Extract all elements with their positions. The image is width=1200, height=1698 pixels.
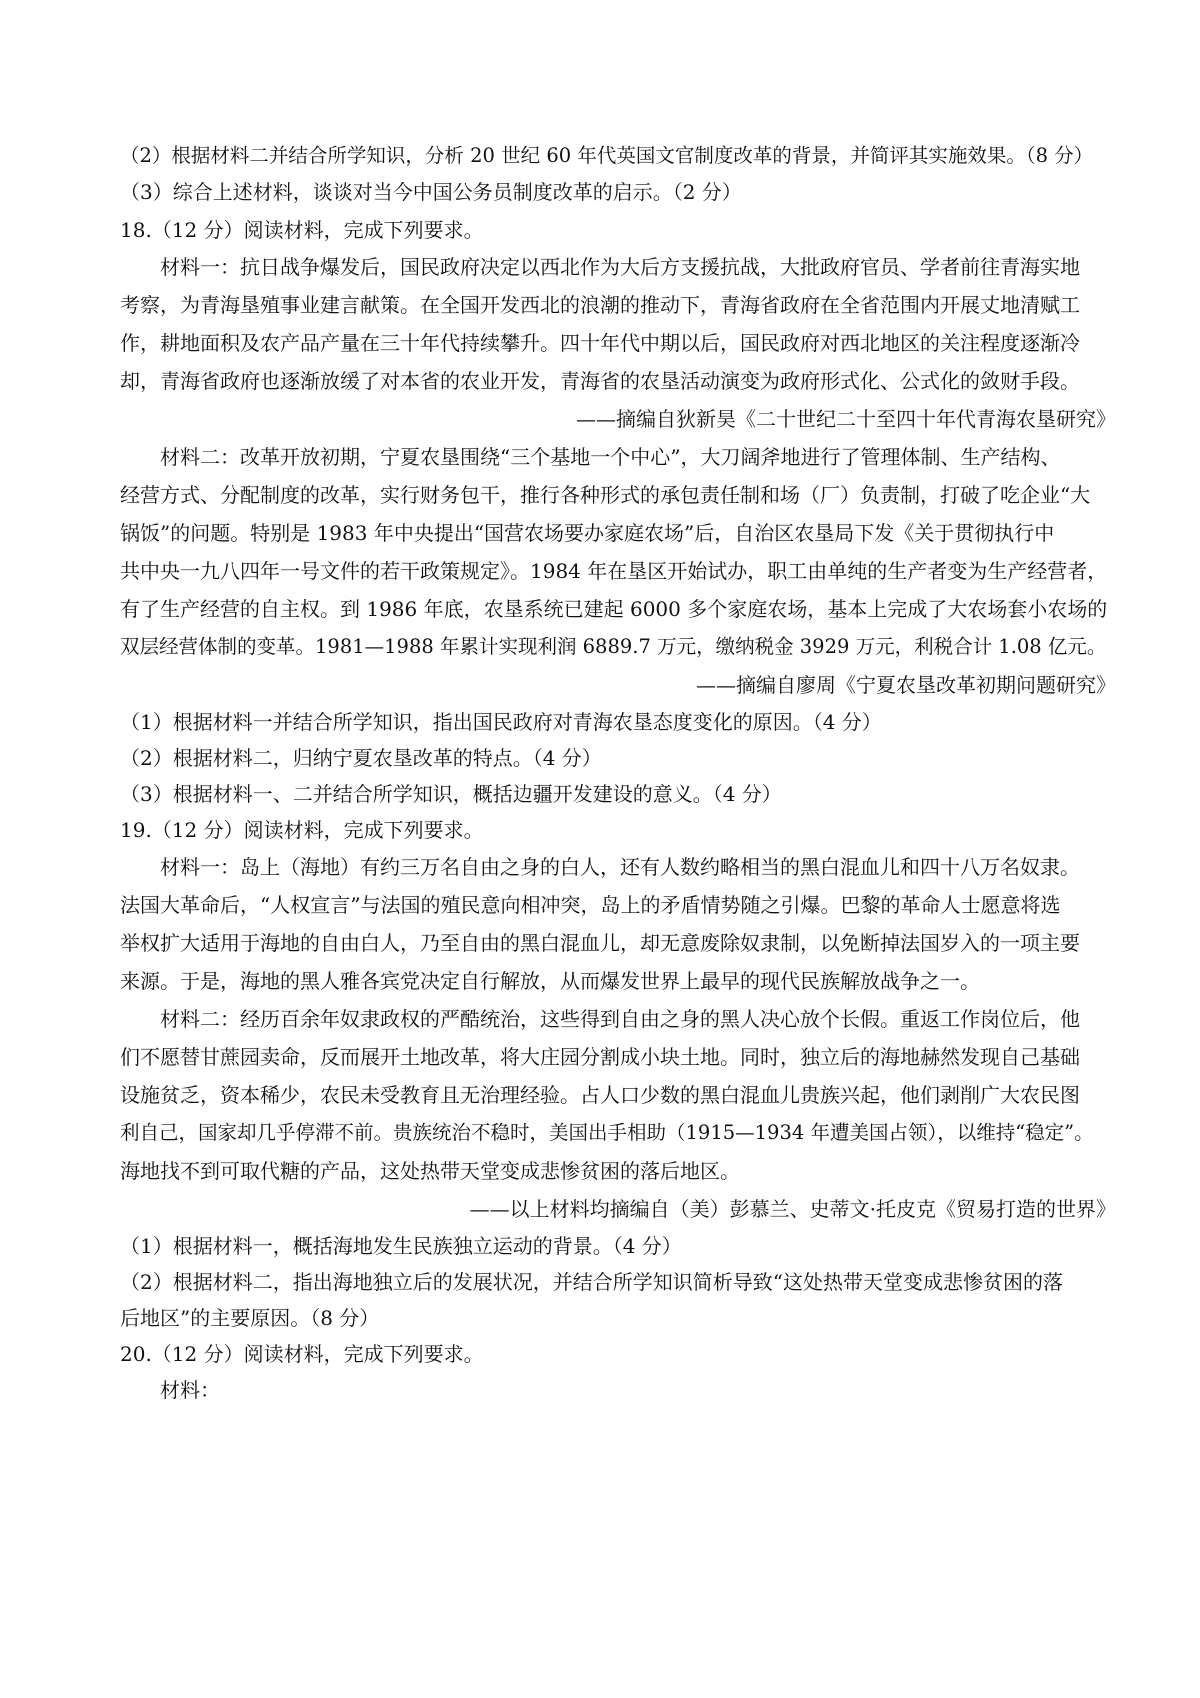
q18-m2-line: 共中央一九八四年一号文件的若干政策规定》。1984 年在垦区开始试办，职工由单纯的生产者变为生产经营者，: [120, 559, 1108, 583]
q18-m2-line: 经营方式、分配制度的改革，实行财务包干，推行各种形式的承包责任制和场（厂）负责制，打破了吃企业“大: [120, 483, 1091, 507]
q17-sub3: （3）综合上述材料，谈谈对当今中国公务员制度改革的启示。（2 分）: [120, 180, 742, 204]
q18-material-1: [120, 248, 1116, 438]
q19-m2-line: 利自己，国家却几乎停滞不前。贵族统治不稳时，美国出手相助（1915—1934 年遭美国占领），以维持“稳定”。: [120, 1121, 1094, 1144]
q18-m2-line: 材料二：改革开放初期，宁夏农垦围绕“三个基地一个中心”，大刀阔斧地进行了管理体制、生产结构、: [160, 445, 1061, 469]
q18-m2-source: ——摘编自廖周《宁夏农垦改革初期问题研究》: [696, 673, 1116, 697]
q18-material-2: [120, 438, 1116, 704]
q19-sub1: （1）根据材料一，概括海地发生民族独立运动的背景。（4 分）: [120, 1234, 682, 1258]
q18-m2-line: 双层经营体制的变革。1981—1988 年累计实现利润 6889.7 万元，缴纳税金 3929 万元，利税合计 1.08 亿元。: [120, 635, 1107, 658]
q20-material-label: 材料：: [160, 1378, 220, 1402]
q18-m1-line: 考察，为青海垦殖事业建言献策。在全国开发西北的浪潮的推动下，青海省政府在全省范围内开展丈地清赋工: [120, 293, 1080, 317]
q19-m1-line: 来源。于是，海地的黑人雅各宾党决定自行解放，从而爆发世界上最早的现代民族解放战争之一。: [120, 969, 980, 993]
q19-m1-line: 法国大革命后，“人权宣言”与法国的殖民意向相冲突，岛上的矛盾情势随之引爆。巴黎的革命人士愿意将选: [120, 893, 1061, 917]
q19-m1-line: 举权扩大适用于海地的自由白人，乃至自由的黑白混血儿，却无意废除奴隶制，以免断掉法国岁入的一项主要: [120, 931, 1080, 955]
q18-m1-line: 材料一：抗日战争爆发后，国民政府决定以西北作为大后方支援抗战，大批政府官员、学者前往青海实地: [160, 255, 1080, 279]
q18-m1-line: 却，青海省政府也逐渐放缓了对本省的农业开发，青海省的农垦活动演变为政府形式化、公式化的敛财手段。: [120, 369, 1080, 393]
q19-m2-line: 海地找不到可取代糖的产品，这处热带天堂变成悲惨贫困的落后地区。: [120, 1159, 740, 1183]
q19-m1-line: 材料一：岛上（海地）有约三万名自由之身的白人，还有人数约略相当的黑白混血儿和四十八万名奴隶。: [160, 855, 1080, 879]
q19-sub2-line1: （2）根据材料二，指出海地独立后的发展状况，并结合所学知识简析导致“这处热带天堂变成悲惨贫困的落: [120, 1270, 1063, 1294]
q18-heading: 18.（12 分）阅读材料，完成下列要求。: [120, 218, 484, 242]
q19-m2-line: 设施贫乏，资本稀少，农民未受教育且无治理经验。占人口少数的黑白混血儿贵族兴起，他们剥削广大农民图: [120, 1083, 1080, 1107]
q19-source: ——以上材料均摘编自（美）彭慕兰、史蒂文·托皮克《贸易打造的世界》: [469, 1197, 1116, 1221]
q18-sub3: （3）根据材料一、二并结合所学知识，概括边疆开发建设的意义。（4 分）: [120, 782, 782, 806]
q19-sub2-line2: 后地区”的主要原因。（8 分）: [120, 1306, 380, 1330]
q19-heading: 19.（12 分）阅读材料，完成下列要求。: [120, 818, 484, 842]
q20-heading: 20.（12 分）阅读材料，完成下列要求。: [120, 1342, 484, 1366]
exam-content: [120, 138, 1116, 1408]
q18-m2-line: 锅饭”的问题。特别是 1983 年中央提出“国营农场要办家庭农场”后，自治区农垦局下发《关于贯彻执行中: [120, 521, 1055, 545]
q19-material-1: [120, 848, 1116, 1000]
q19-m2-line: 材料二：经历百余年奴隶政权的严酷统治，这些得到自由之身的黑人决心放个长假。重返工作岗位后，他: [160, 1007, 1080, 1031]
q17-sub2: （2）根据材料二并结合所学知识，分析 20 世纪 60 年代英国文官制度改革的背景，并简评其实施效果。（8 分）: [120, 144, 1094, 167]
q18-sub1: （1）根据材料一并结合所学知识，指出国民政府对青海农垦态度变化的原因。（4 分）: [120, 710, 882, 734]
q19-material-2: [120, 1000, 1116, 1228]
q19-m2-line: 们不愿替甘蔗园卖命，反而展开土地改革，将大庄园分割成小块土地。同时，独立后的海地赫然发现自己基础: [120, 1045, 1080, 1069]
q18-m2-line: 有了生产经营的自主权。到 1986 年底，农垦系统已建起 6000 多个家庭农场，基本上完成了大农场套小农场的: [120, 597, 1108, 621]
q18-m1-line: 作，耕地面积及农产品产量在三十年代持续攀升。四十年代中期以后，国民政府对西北地区的关注程度逐渐冷: [120, 331, 1080, 355]
q18-sub2: （2）根据材料二，归纳宁夏农垦改革的特点。（4 分）: [120, 746, 602, 770]
q18-m1-source: ——摘编自狄新昊《二十世纪二十至四十年代青海农垦研究》: [576, 407, 1116, 431]
